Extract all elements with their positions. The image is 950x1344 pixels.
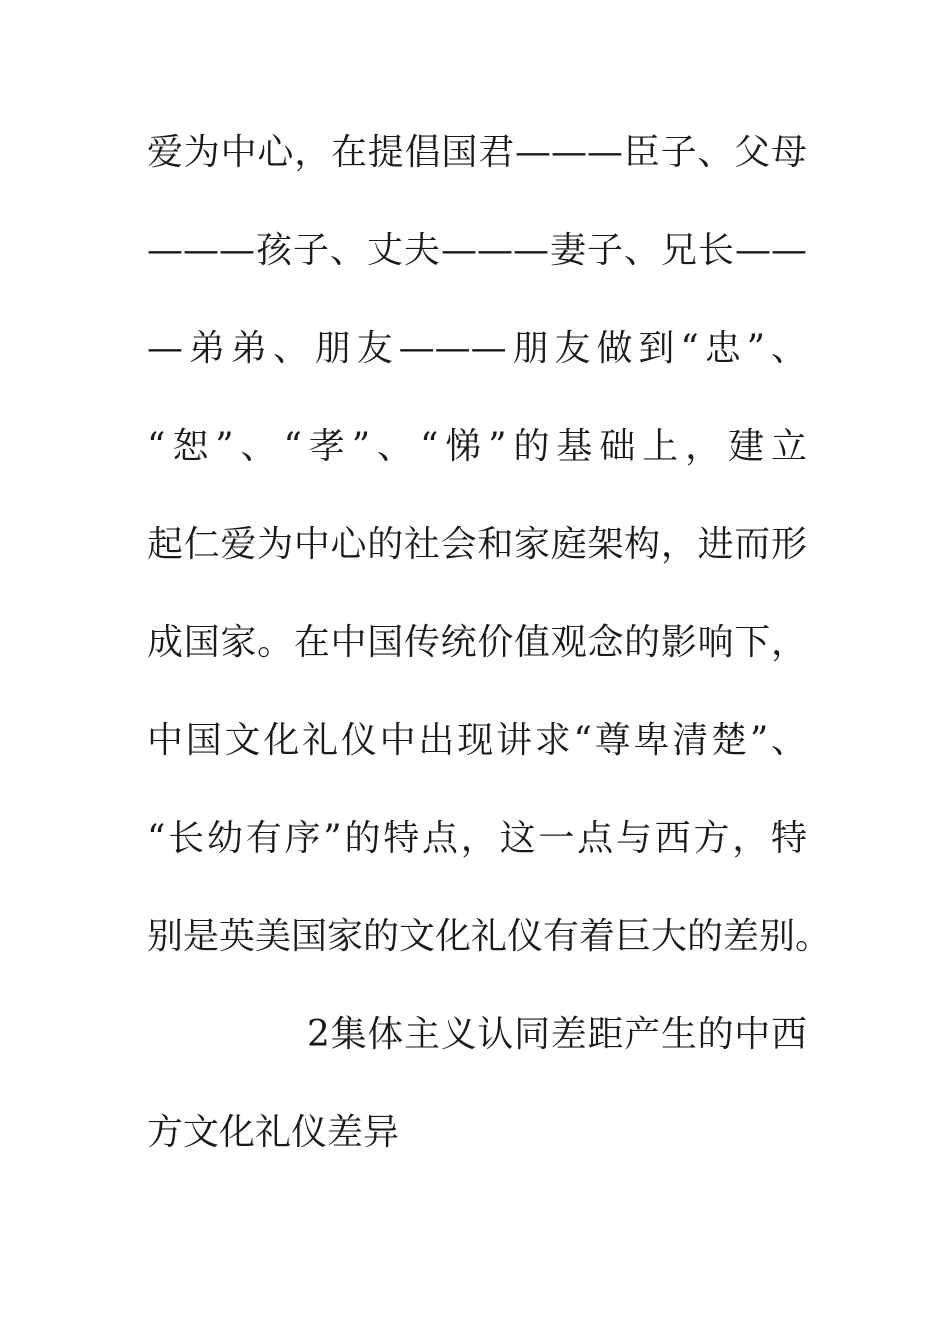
paragraph-line-6: 成国家。在中国传统价值观念的影响下， — [147, 622, 807, 663]
section-heading-line-1: 2集体主义认同差距产生的中西 — [307, 1014, 807, 1055]
paragraph-line-9: 别是英美国家的文化礼仪有着巨大的差别。 — [147, 916, 832, 957]
paragraph-line-7: 中国文化礼仪中出现讲求“尊卑清楚”、 — [147, 720, 807, 761]
section-heading-line-2: 方文化礼仪差异 — [147, 1112, 400, 1153]
paragraph-line-2: ———孩子、丈夫———妻子、兄长—— — [147, 230, 807, 271]
paragraph-line-1: 爱为中心，在提倡国君———臣子、父母 — [147, 132, 807, 173]
paragraph-line-3: —弟弟、朋友———朋友做到“忠”、 — [147, 328, 807, 369]
paragraph-line-4: “恕”、“孝”、“悌”的基础上，建立 — [147, 426, 807, 467]
paragraph-line-8: “长幼有序”的特点，这一点与西方，特 — [147, 818, 807, 859]
paragraph-line-5: 起仁爱为中心的社会和家庭架构，进而形 — [147, 524, 807, 565]
